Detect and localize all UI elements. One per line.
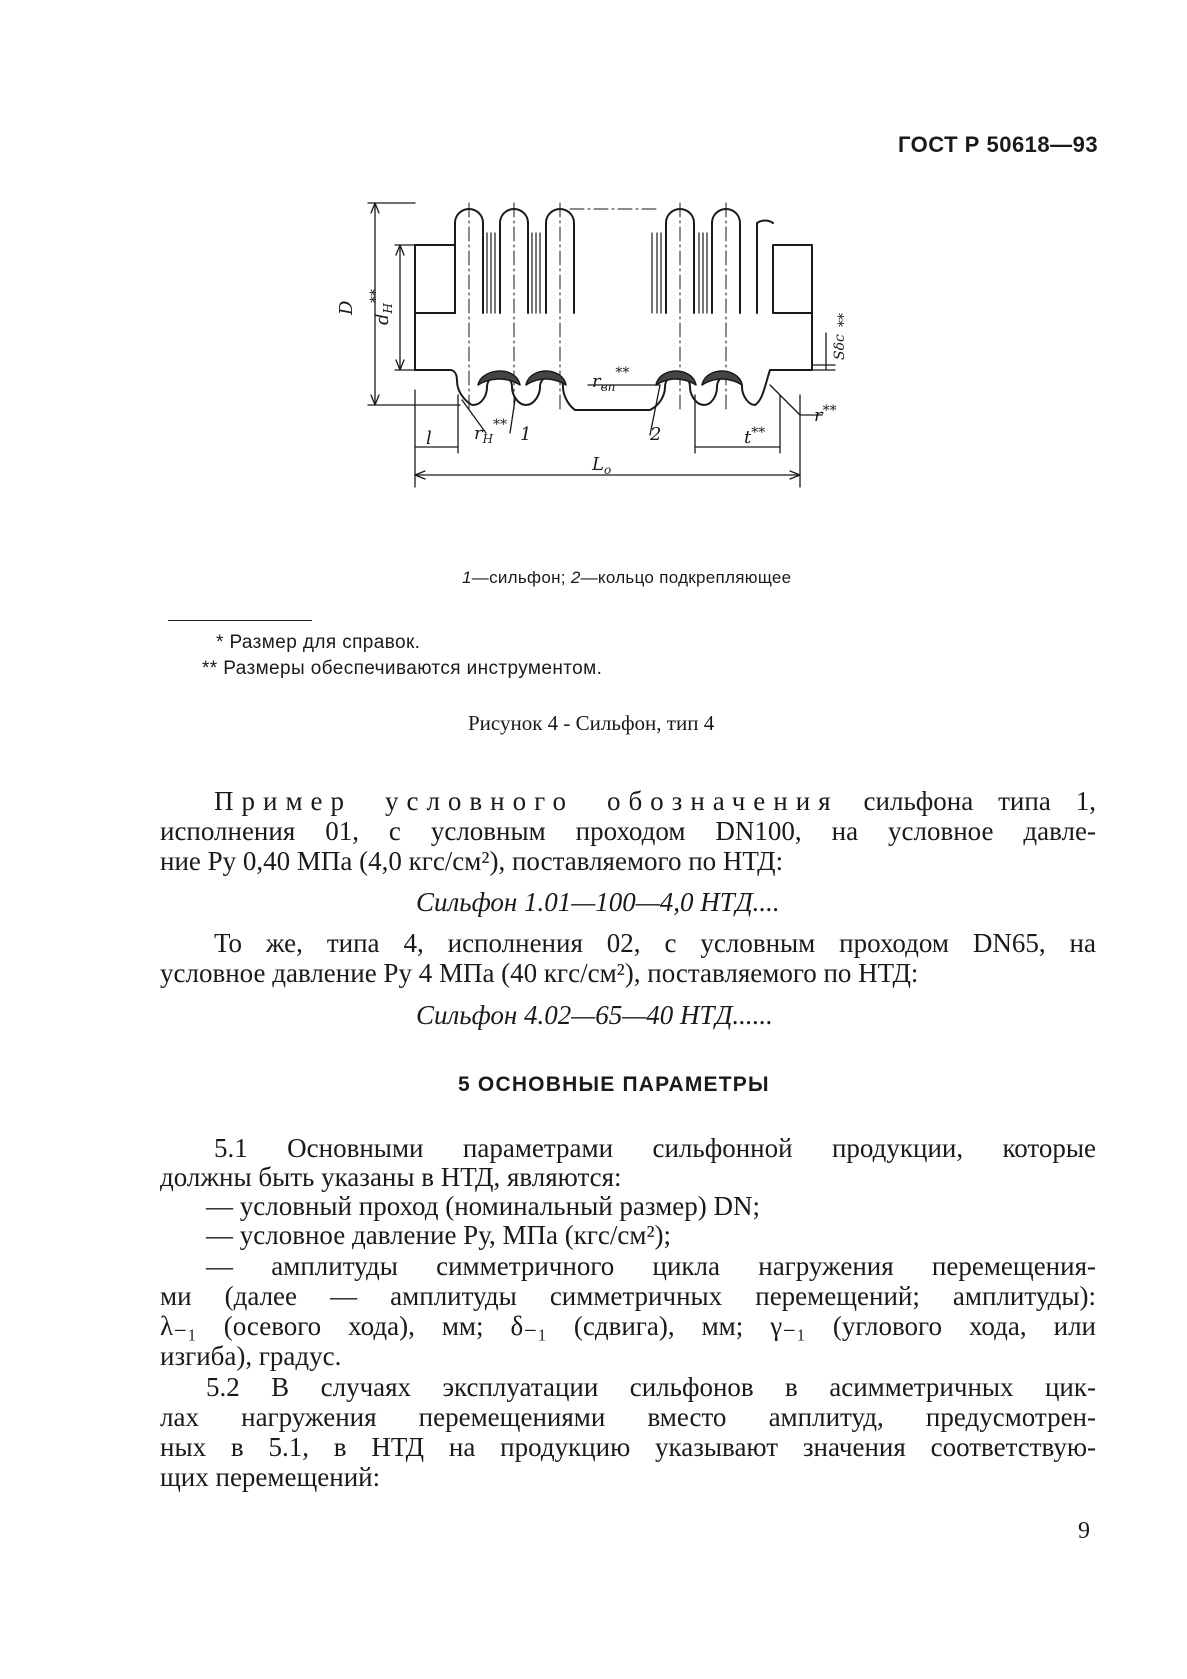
example-heading-spaced: Пример условного обозначения xyxy=(214,786,839,816)
document-code-header: ГОСТ Р 50618—93 xyxy=(898,132,1099,157)
bullet-dn: — условный проход (номинальный размер) DN; xyxy=(206,1191,760,1221)
legend-text-1: —сильфон; xyxy=(471,568,571,587)
label-rvp: $r_{вп}^{**}$ xyxy=(592,365,630,394)
legend-number-2: 2 xyxy=(570,568,581,587)
label-rH: $r_H^{**}$ xyxy=(474,417,508,446)
para-5-2-line-3: ных в 5.1, в НТД на продукцию указывают значения соответствую- xyxy=(160,1432,1096,1462)
bullet-amplitudes-line-1: — амплитуды симметричного цикла нагружения перемещения- xyxy=(206,1251,1096,1281)
left-end-pipe xyxy=(415,245,455,313)
example-line-2: исполнения 01, с условным проходом DN100, на условное давле- xyxy=(160,816,1096,846)
footnote-2: ** Размеры обеспечиваются инструментом. xyxy=(202,658,603,679)
top-convolutions xyxy=(455,209,773,313)
bullet-amplitudes-line-3: λ₋₁ (осевого хода), мм; δ₋₁ (сдвига), мм; γ₋₁ (углового хода, или xyxy=(160,1311,1096,1341)
label-sdc: Sδc xyxy=(832,334,848,360)
example-line-4: То же, типа 4, исполнения 02, с условным проходом DN65, на xyxy=(214,928,1096,958)
page-number: 9 xyxy=(1078,1518,1090,1544)
figure-caption: Рисунок 4 - Сильфон, тип 4 xyxy=(468,711,715,735)
example-line-3: ние Pу 0,40 МПа (4,0 кгс/см²), поставляемого по НТД: xyxy=(160,846,784,876)
para-5-1-line-2: должны быть указаны в НТД, являются: xyxy=(160,1162,622,1192)
right-end-pipe xyxy=(773,245,812,313)
label-t: t** xyxy=(744,425,766,448)
para-5-1-line-1: 5.1 Основными параметрами сильфонной продукции, которые xyxy=(214,1133,1096,1163)
bellows-drawing xyxy=(336,195,920,540)
example-line-5: условное давление Pу 4 МПа (40 кгс/см²), поставляемого по НТД: xyxy=(160,958,919,988)
ply-lines xyxy=(487,233,707,313)
section-title: 5 ОСНОВНЫЕ ПАРАМЕТРЫ xyxy=(458,1073,770,1096)
designation-formula-2: Сильфон 4.02—65—40 НТД...... xyxy=(416,1000,773,1030)
footnote-1: * Размер для справок. xyxy=(216,632,421,653)
para-5-2-line-2: лах нагружения перемещениями вместо амплитуд, предусмотрен- xyxy=(160,1402,1096,1432)
label-Lo: $L_o$ xyxy=(592,454,612,477)
bullet-amplitudes-line-4: изгиба), градус. xyxy=(160,1341,342,1371)
bullet-pressure: — условное давление Pу, МПа (кгс/см²); xyxy=(206,1220,672,1250)
label-callout-2: 2 xyxy=(650,424,662,445)
bellows-drawing-svg xyxy=(336,195,920,540)
label-dH: $d_H^{**}$ xyxy=(368,289,395,325)
label-sdc-stars: ** xyxy=(836,313,852,327)
footnote-rule xyxy=(168,620,312,621)
figure-legend xyxy=(462,568,791,588)
legend-number-1: 1 xyxy=(462,568,472,587)
label-l: l xyxy=(426,428,432,449)
label-r: r** xyxy=(814,403,837,426)
legend-text-2: —кольцо подкрепляющее xyxy=(580,568,792,587)
designation-formula-1: Сильфон 1.01—100—4,0 НТД.... xyxy=(416,887,780,917)
example-line-1 xyxy=(214,786,1096,816)
example-line-1-rest: сильфона типа 1, xyxy=(838,786,1096,816)
para-5-2-line-1: 5.2 В случаях эксплуатации сильфонов в асимметричных цик- xyxy=(206,1372,1096,1402)
label-D: D xyxy=(336,300,357,315)
label-callout-1: 1 xyxy=(520,424,532,445)
para-5-2-line-4: щих перемещений: xyxy=(160,1462,381,1492)
bullet-amplitudes-line-2: ми (далее — амплитуды симметричных перемещений; амплитуды): xyxy=(160,1281,1096,1311)
